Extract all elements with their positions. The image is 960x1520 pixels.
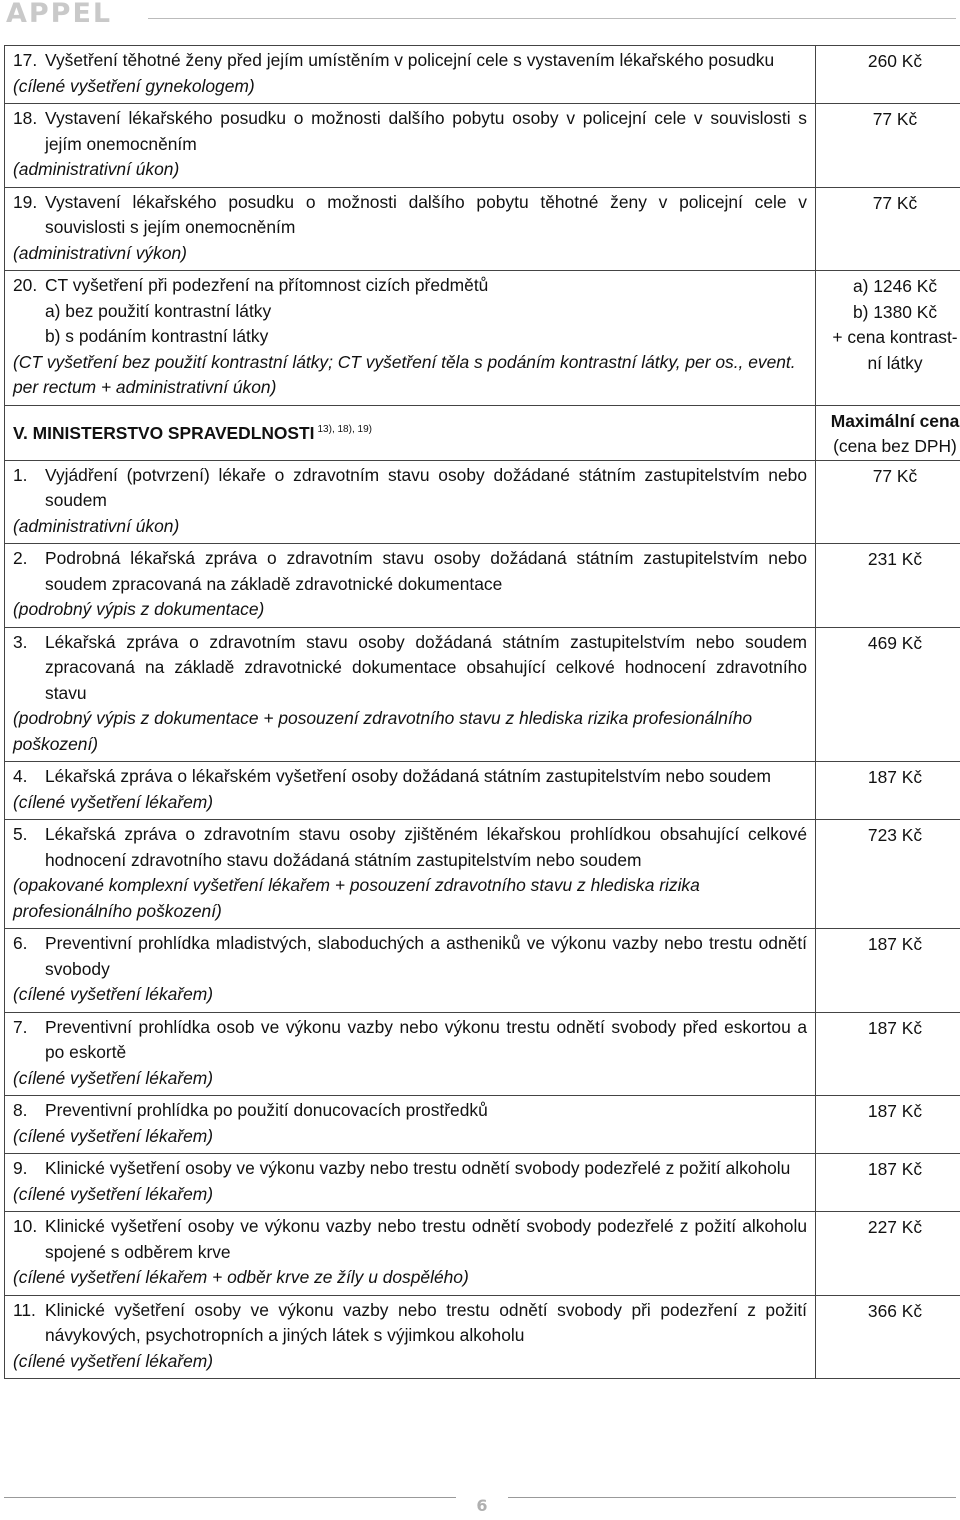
item-price: 77 Kč (816, 104, 960, 188)
price-extra: + cena kontrast- (832, 327, 958, 347)
item-description (5, 1154, 816, 1212)
item-number: 18. (13, 108, 38, 128)
item-description (5, 929, 816, 1013)
item-number: 11. (13, 1299, 36, 1320)
table-row (5, 1295, 960, 1379)
item-title: Preventivní prohlídka osob ve výkonu vazby nebo výkonu trestu odnětí svobody před eskortou a po eskortě (45, 1016, 807, 1062)
item-description (5, 1212, 816, 1296)
item-description (5, 820, 816, 929)
table-row (5, 1154, 960, 1212)
item-note: (administrativní úkon) (13, 159, 180, 179)
item-description (5, 187, 816, 271)
item-note: (podrobný výpis z dokumentace) (13, 599, 265, 619)
item-number: 9. (13, 1158, 28, 1178)
item-number: 6. (13, 933, 28, 953)
item-description (5, 104, 816, 188)
item-note: (opakované komplexní vyšetření lékařem + posouzení zdravotního stavu z hlediska rizika profesionálního poškození) (13, 875, 700, 921)
item-title: Vystavení lékařského posudku o možnosti dalšího pobytu osoby v policejní cele v souvislosti s jejím onemocněním (45, 108, 807, 154)
item-price: 227 Kč (816, 1212, 960, 1296)
price-a: a) 1246 Kč (852, 276, 938, 296)
section-title: V. MINISTERSTVO SPRAVEDLNOSTI (13, 422, 315, 443)
item-title: Klinické vyšetření osoby ve výkonu vazby nebo trestu odnětí svobody podezřelé z požití alkoholu (45, 1158, 791, 1178)
item-number: 19. (13, 191, 38, 212)
page-number: 6 (476, 1496, 488, 1515)
item-description (5, 460, 816, 544)
item-title: Lékařská zpráva o zdravotním stavu osoby dožádaná státním zastupitelstvím nebo soudem zpracovaná na základě zdravotnické dokumentace obsahující celkové hodnocení zdravotního stavu (45, 631, 807, 703)
item-price: 469 Kč (816, 627, 960, 762)
item-title: Preventivní prohlídka po použití donucovacích prostředků (45, 1100, 488, 1120)
section-header-row (5, 405, 960, 460)
item-number: 5. (13, 824, 28, 844)
item-title: Lékařská zpráva o zdravotním stavu osoby zjištěném lékařskou prohlídkou obsahující celkové hodnocení zdravotního stavu dožádaná státním zastupitelstvím nebo soudem (45, 824, 807, 870)
item-title: Podrobná lékařská zpráva o zdravotním stavu osoby dožádaná státním zastupitelstvím nebo soudem zpracovaná na základě zdravotnické dokumentace (45, 548, 807, 594)
price-header: Maximální cena (830, 410, 960, 431)
item-note: (cílené vyšetření lékařem) (13, 1350, 214, 1371)
table-row (5, 1212, 960, 1296)
item-price: 187 Kč (816, 929, 960, 1013)
item-number: 7. (13, 1016, 28, 1037)
table-row (5, 1012, 960, 1096)
section-footnotes: 13), 18), 19) (317, 423, 372, 435)
item-title: Preventivní prohlídka mladistvých, slaboduchých a astheniků ve výkonu vazby nebo trestu odnětí svobody (45, 933, 807, 979)
item-price: 723 Kč (816, 820, 960, 929)
option-a: a) bez použití kontrastní látky (45, 300, 272, 321)
price-b: b) 1380 Kč (852, 301, 938, 322)
item-description (5, 1012, 816, 1096)
item-note: (cílené vyšetření lékařem) (13, 791, 214, 812)
item-price: 77 Kč (816, 460, 960, 544)
footer-rule (4, 1497, 456, 1498)
item-price: 187 Kč (816, 1012, 960, 1096)
item-number: 4. (13, 766, 28, 786)
item-title: Klinické vyšetření osoby ve výkonu vazby nebo trestu odnětí svobody podezřelé z požití alkoholu spojené s odběrem krve (45, 1216, 807, 1262)
item-note: (podrobný výpis z dokumentace + posouzení zdravotního stavu z hlediska rizika profesionálního poškození) (13, 708, 753, 754)
item-title: CT vyšetření při podezření na přítomnost cizích předmětů (45, 275, 489, 295)
item-description (5, 627, 816, 762)
item-title: Lékařská zpráva o lékařském vyšetření osoby dožádaná státním zastupitelstvím nebo soudem (45, 766, 771, 786)
footer-rule (508, 1497, 956, 1498)
price-column-header (816, 405, 960, 460)
item-price: 187 Kč (816, 1096, 960, 1154)
item-note: (cílené vyšetření lékařem) (13, 984, 214, 1004)
item-title: Klinické vyšetření osoby ve výkonu vazby nebo trestu odnětí svobody při podezření z požití návykových, psychotropních a jiných látek s výjimkou alkoholu (45, 1299, 807, 1345)
item-price: 187 Kč (816, 762, 960, 820)
table-row (5, 820, 960, 929)
item-note: (administrativní výkon) (13, 242, 187, 263)
item-description (5, 544, 816, 628)
table-row (5, 46, 960, 104)
item-title: Vyjádření (potvrzení) lékaře o zdravotním stavu osoby dožádané státním zastupitelstvím nebo soudem (45, 464, 807, 510)
table-row (5, 544, 960, 628)
item-number: 10. (13, 1216, 38, 1236)
brand-logo: APPEL (6, 0, 113, 29)
item-description (5, 271, 816, 406)
item-price: 231 Kč (816, 544, 960, 628)
table-row (5, 762, 960, 820)
item-number: 1. (13, 464, 28, 485)
item-note: (cílené vyšetření lékařem) (13, 1067, 214, 1088)
item-note: (cílené vyšetření gynekologem) (13, 75, 255, 96)
item-note: (cílené vyšetření lékařem) (13, 1183, 214, 1204)
item-description (5, 762, 816, 820)
table-row (5, 1096, 960, 1154)
item-number: 8. (13, 1100, 28, 1120)
item-number: 3. (13, 631, 28, 652)
table-row (5, 460, 960, 544)
table-row (5, 104, 960, 188)
item-description (5, 1096, 816, 1154)
price-table (4, 45, 960, 1379)
item-price (816, 271, 960, 406)
table-row (5, 627, 960, 762)
section-title-cell (5, 405, 816, 460)
option-b: b) s podáním kontrastní látky (45, 326, 269, 346)
price-subheader: (cena bez DPH) (833, 436, 957, 456)
item-description (5, 1295, 816, 1379)
item-note: (cílené vyšetření lékařem + odběr krve ze žíly u dospělého) (13, 1267, 469, 1287)
item-price: 366 Kč (816, 1295, 960, 1379)
item-number: 20. (13, 275, 38, 295)
item-description (5, 46, 816, 104)
item-title: Vystavení lékařského posudku o možnosti dalšího pobytu těhotné ženy v policejní cele v souvislosti s jejím onemocněním (45, 191, 807, 237)
item-note: (administrativní úkon) (13, 515, 180, 536)
item-price: 260 Kč (816, 46, 960, 104)
header-rule (148, 18, 956, 19)
item-note: (cílené vyšetření lékařem) (13, 1125, 214, 1146)
item-price: 77 Kč (816, 187, 960, 271)
item-number: 17. (13, 50, 38, 70)
item-title: Vyšetření těhotné ženy před jejím umístěním v policejní cele s vystavením lékařského posudku (45, 50, 775, 70)
table-row (5, 929, 960, 1013)
table-row (5, 271, 960, 406)
price-extra: ní látky (867, 352, 923, 373)
item-note: (CT vyšetření bez použití kontrastní látky; CT vyšetření těla s podáním kontrastní látky, per os., event. per rectum + administrativní úkon) (13, 351, 796, 397)
table-row (5, 187, 960, 271)
item-price: 187 Kč (816, 1154, 960, 1212)
item-number: 2. (13, 548, 28, 568)
